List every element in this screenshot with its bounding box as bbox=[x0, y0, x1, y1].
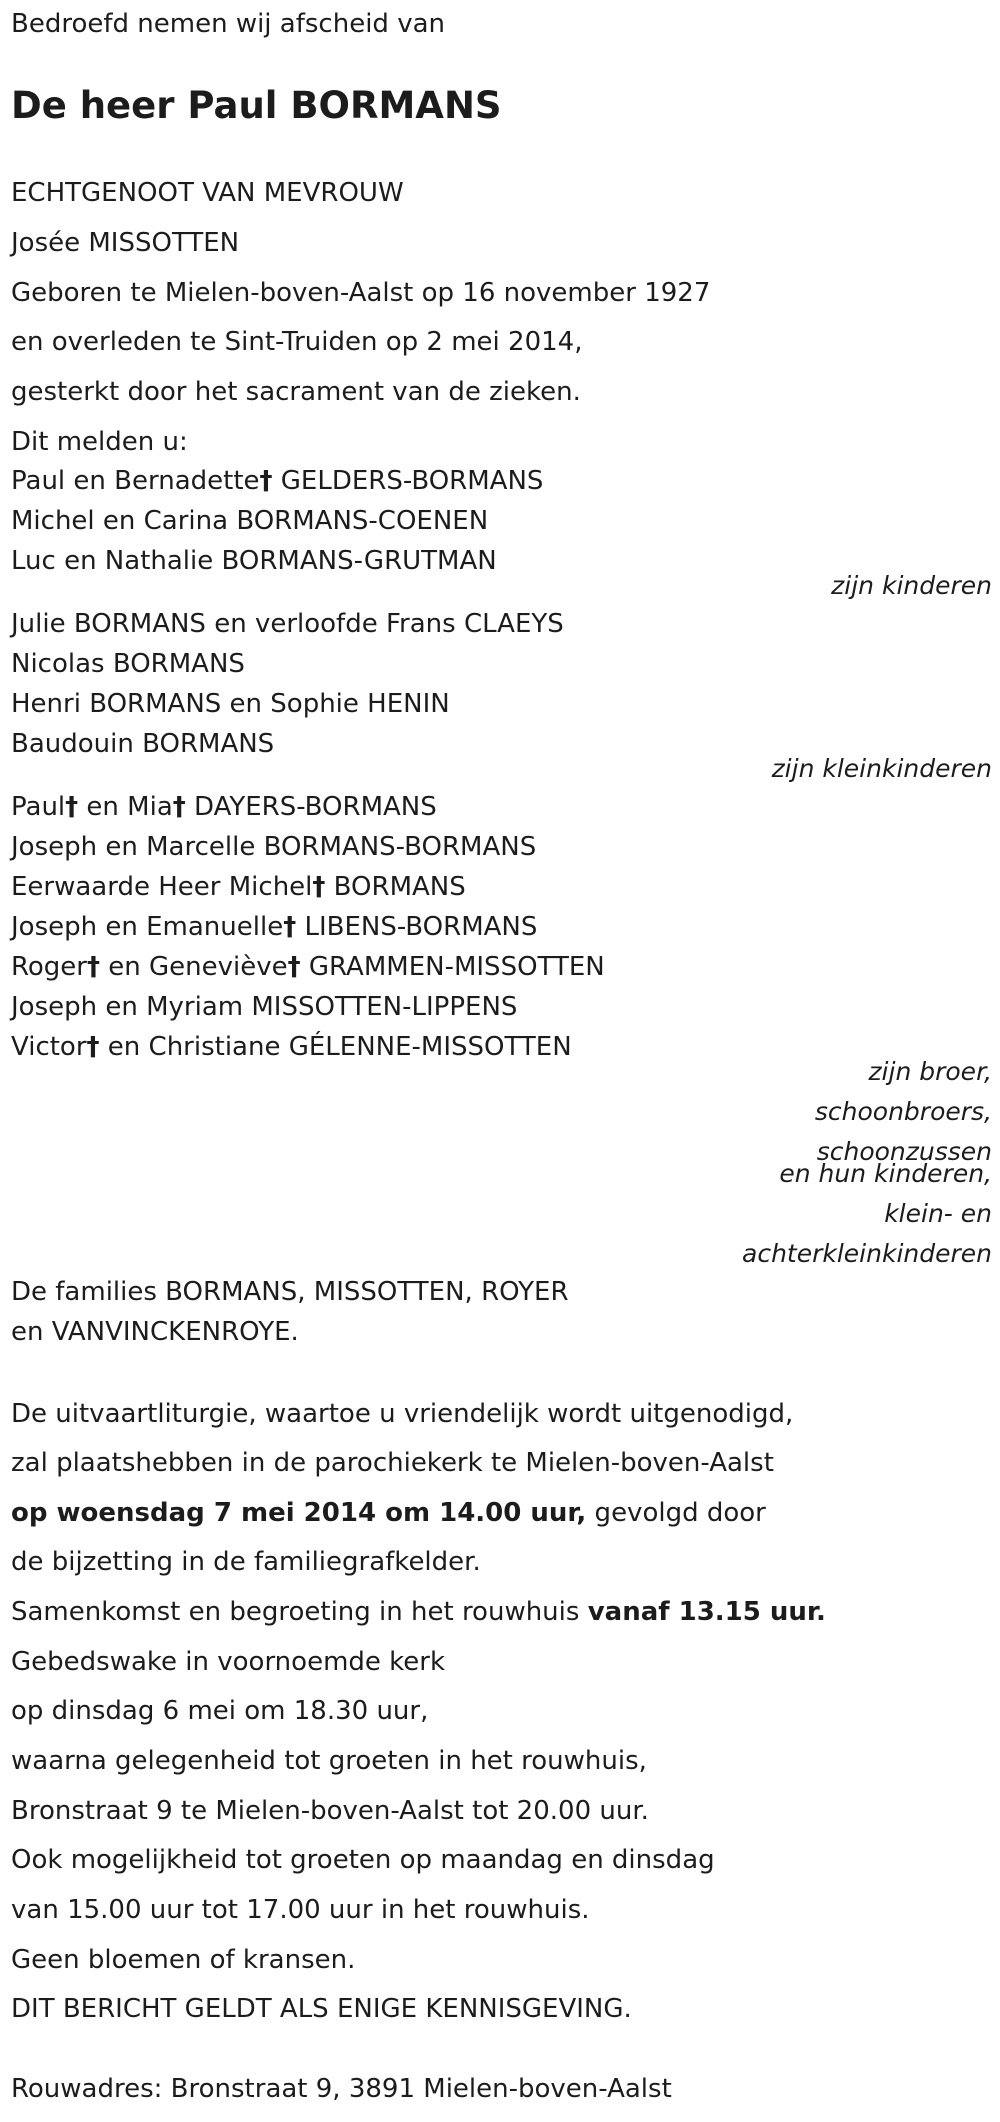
relation-label: schoonbroers, bbox=[814, 1097, 992, 1126]
funeral-line: zal plaatshebben in de parochiekerk te Mielen-boven-Aalst bbox=[11, 1448, 774, 1478]
family-line: Nicolas BORMANS bbox=[11, 649, 245, 679]
families-line: en VANVINCKENROYE. bbox=[11, 1317, 299, 1347]
notice-line: DIT BERICHT GELDT ALS ENIGE KENNISGEVING. bbox=[11, 1994, 632, 2024]
family-line: Paul en Bernadette† GELDERS-BORMANS bbox=[11, 466, 544, 496]
mourning-address: Rouwadres: Bronstraat 9, 3891 Mielen-boven-Aalst bbox=[11, 2074, 672, 2104]
relation-label: achterkleinkinderen bbox=[742, 1239, 992, 1268]
funeral-line: op woensdag 7 mei 2014 om 14.00 uur, gevolgd door bbox=[11, 1498, 766, 1528]
announce-line: Dit melden u: bbox=[11, 427, 188, 457]
cross-icon: † bbox=[86, 1032, 100, 1062]
deceased-name: De heer Paul BORMANS bbox=[11, 84, 502, 127]
family-line: Luc en Nathalie BORMANS-GRUTMAN bbox=[11, 546, 497, 576]
birth-line: Geboren te Mielen-boven-Aalst op 16 november 1927 bbox=[11, 278, 711, 308]
cross-icon: † bbox=[259, 466, 273, 496]
cross-icon: † bbox=[172, 792, 186, 822]
relation-label: zijn kleinkinderen bbox=[771, 754, 992, 783]
funeral-line: Geen bloemen of kransen. bbox=[11, 1945, 356, 1975]
cross-icon: † bbox=[65, 792, 79, 822]
relation-label: zijn broer, bbox=[868, 1057, 992, 1086]
spouse-label: ECHTGENOOT VAN MEVROUW bbox=[11, 178, 404, 208]
relation-label: en hun kinderen, bbox=[779, 1159, 992, 1188]
cross-icon: † bbox=[312, 872, 326, 902]
funeral-line: waarna gelegenheid tot groeten in het rouwhuis, bbox=[11, 1746, 647, 1776]
relation-label: zijn kinderen bbox=[831, 571, 992, 600]
family-line: Michel en Carina BORMANS-COENEN bbox=[11, 506, 489, 536]
cross-icon: † bbox=[87, 952, 100, 982]
family-line: Roger† en Geneviève† GRAMMEN-MISSOTTEN bbox=[11, 952, 605, 982]
funeral-date: op woensdag 7 mei 2014 om 14.00 uur, bbox=[11, 1498, 587, 1528]
family-line: Eerwaarde Heer Michel† BORMANS bbox=[11, 872, 466, 902]
family-line: Baudouin BORMANS bbox=[11, 729, 275, 759]
spouse-name: Josée MISSOTTEN bbox=[11, 228, 240, 258]
funeral-line: Gebedswake in voornoemde kerk bbox=[11, 1647, 446, 1677]
funeral-line: de bijzetting in de familiegrafkelder. bbox=[11, 1547, 481, 1577]
relation-label: schoonzussen bbox=[816, 1137, 992, 1166]
funeral-line: Bronstraat 9 te Mielen-boven-Aalst tot 20.00 uur. bbox=[11, 1796, 649, 1826]
funeral-line: Samenkomst en begroeting in het rouwhuis vanaf 13.15 uur. bbox=[11, 1597, 826, 1627]
funeral-line: De uitvaartliturgie, waartoe u vriendelijk wordt uitgenodigd, bbox=[11, 1399, 794, 1429]
death-line: en overleden te Sint-Truiden op 2 mei 2014, bbox=[11, 327, 583, 357]
family-line: Henri BORMANS en Sophie HENIN bbox=[11, 689, 450, 719]
gathering-time: vanaf 13.15 uur. bbox=[587, 1597, 826, 1627]
families-line: De families BORMANS, MISSOTTEN, ROYER bbox=[11, 1277, 569, 1307]
cross-icon: † bbox=[283, 912, 297, 942]
sacrament-line: gesterkt door het sacrament van de zieken. bbox=[11, 377, 581, 407]
family-line: Joseph en Marcelle BORMANS-BORMANS bbox=[11, 832, 537, 862]
cross-icon: † bbox=[287, 952, 301, 982]
funeral-line: Ook mogelijkheid tot groeten op maandag en dinsdag bbox=[11, 1845, 715, 1875]
relation-label: klein- en bbox=[884, 1199, 992, 1228]
family-line: Joseph en Myriam MISSOTTEN-LIPPENS bbox=[11, 992, 518, 1022]
funeral-line: op dinsdag 6 mei om 18.30 uur, bbox=[11, 1696, 429, 1726]
family-line: Joseph en Emanuelle† LIBENS-BORMANS bbox=[11, 912, 538, 942]
family-line: Julie BORMANS en verloofde Frans CLAEYS bbox=[11, 609, 564, 639]
family-line: Paul† en Mia† DAYERS-BORMANS bbox=[11, 792, 437, 822]
family-line: Victor† en Christiane GÉLENNE-MISSOTTEN bbox=[11, 1032, 572, 1062]
funeral-line: van 15.00 uur tot 17.00 uur in het rouwhuis. bbox=[11, 1895, 590, 1925]
intro-text: Bedroefd nemen wij afscheid van bbox=[11, 9, 445, 39]
